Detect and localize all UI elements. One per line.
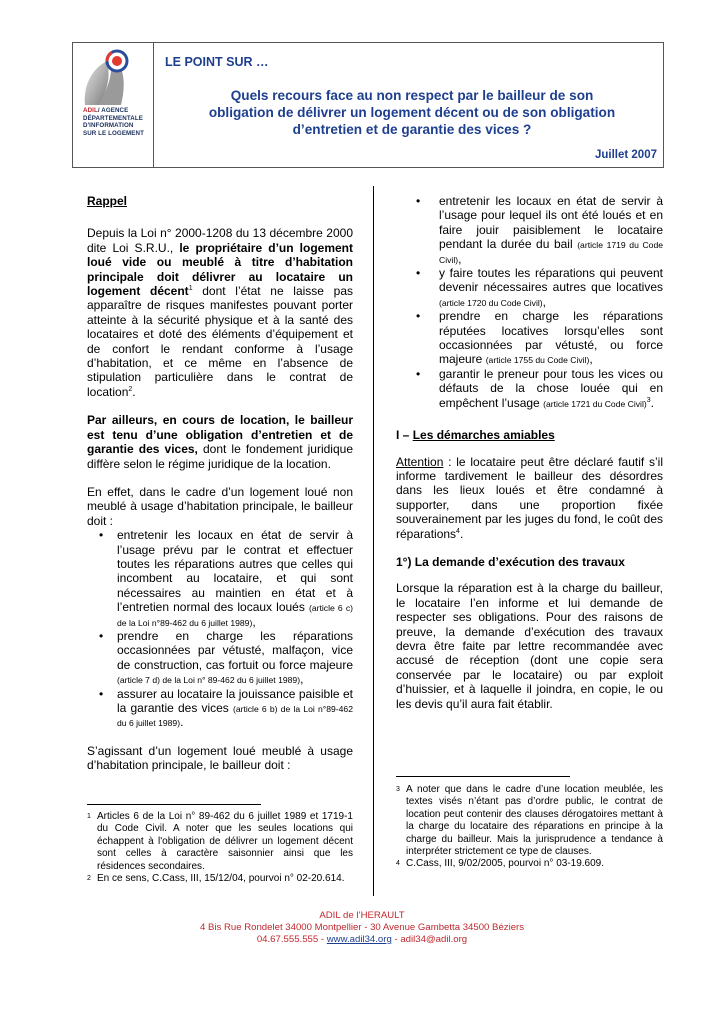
page-footer [0, 910, 724, 946]
text: assurer au locataire la jouissance paisible et la garantie des vices [117, 686, 353, 715]
text: , [252, 614, 256, 629]
paragraph: Lorsque la réparation est à la charge du bailleur, le locataire l’en informe et lui demande de respecter ses obligations. Pour des raisons de preuve, la demande d’exécution des travaux devra être faite par lettre recommandée avec accusé de réception (dont une copie sera conservée par le locataire) ou par exploit d’huissier, et à laquelle il joindra, en copie, le ou les devis qu’il aura fait établir. [396, 581, 663, 711]
bullet-icon: • [416, 366, 421, 381]
footnote [87, 811, 353, 873]
logo-line: / AGENCE [97, 107, 129, 114]
bold-text: Par ailleurs, en cours de location, le bailleur est tenu d’une obligation d’entretien et de garantie des vices, [87, 413, 353, 457]
footnote [396, 784, 663, 858]
document-date: Juillet 2007 [594, 149, 657, 161]
bullet-icon: • [99, 686, 104, 701]
reference: (article 6 c) de la Loi n°89-462 du 6 juillet 1989) [117, 603, 354, 628]
list-item [87, 687, 353, 730]
website-link[interactable]: www.adil34.org [326, 934, 392, 945]
section-heading-demarches [396, 428, 663, 442]
section-number: I – [396, 428, 413, 443]
text: dont le fondement juridique diffère selon le régime juridique de la location. [87, 442, 353, 471]
text: y faire toutes les réparations qui peuvent devenir nécessaires autres que locatives [439, 266, 663, 295]
title-line: Quels recours face au non respect par le bailleur de son [230, 88, 594, 103]
footnote-ref[interactable]: 1 [188, 285, 193, 293]
text: , [542, 294, 546, 309]
document-header [72, 42, 664, 168]
text: prendre en charge les réparations réputées locatives lorsqu’elles sont occasionnées par vétusté, ou force majeure [439, 309, 663, 367]
footnote-number: 1 [87, 813, 91, 820]
text: entretenir les locaux en état de servir à l’usage pour lequel ils ont été loués et en faire jouir paisiblement le locataire pendant la durée du bail [439, 194, 663, 252]
footnote-text: En ce sens, C.Cass, III, 15/12/04, pourvoi n° 02-20.614. [97, 873, 345, 885]
bullet-icon: • [416, 309, 421, 324]
paragraph [87, 226, 353, 399]
bold-text: le propriétaire d’un logement loué vide ou meublé à titre d’habitation principale doit délivrer au locataire un logement décent [87, 240, 353, 299]
footer-email[interactable]: - adil34@adil.org [391, 934, 468, 945]
footnote-text: Articles 6 de la Loi n° 89-462 du 6 juillet 1989 et 1719-1 du Code Civil. A noter que les seules locations qui échappent à l'obligation de délivrer un logement décent sont celles à caractère saisonnier ainsi que les résidences secondaires. [97, 811, 353, 872]
text: . [180, 715, 184, 730]
reference: (article 1720 du Code Civil) [439, 297, 543, 308]
logo-line: DÉPARTEMENTALE [83, 114, 143, 122]
list-item [396, 309, 663, 367]
reference: (article 1721 du Code Civil) [543, 398, 647, 409]
footnotes-right [396, 784, 663, 871]
list-item [396, 367, 663, 410]
footnote-ref[interactable]: 4 [456, 527, 460, 535]
footnote-number: 3 [396, 786, 400, 793]
list-item [87, 629, 353, 687]
reference: (article 1755 du Code Civil) [485, 355, 590, 366]
list-item [87, 528, 353, 629]
footnote-ref[interactable]: 3 [646, 396, 651, 404]
footer-org: ADIL de l’HERAULT [319, 910, 405, 921]
logo-line: SUR LE LOGEMENT [83, 129, 144, 137]
text: garantir le preneur pour tous les vices ou défauts de la chose louée qui en empêchent l’usage [439, 366, 663, 410]
footer-contact [0, 934, 724, 946]
footer-address: 4 Bis Rue Rondelet 34000 Montpellier - 30 Avenue Gambetta 34500 Béziers [199, 922, 525, 933]
obligations-list-meuble [396, 194, 663, 410]
footer-phone: 04.67.555.555 - [256, 934, 327, 945]
title-line: d’entretien et de garantie des vices ? [292, 122, 532, 137]
logo-brand: ADIL [83, 107, 98, 114]
title-line: obligation de délivrer un logement décent ou de son obligation [208, 105, 616, 120]
logo-text [83, 107, 151, 137]
text: . [132, 384, 136, 399]
adil-logo [73, 43, 154, 167]
text: prendre en charge les réparations occasionnées par vétusté, malfaçon, vice de construction, cas fortuit ou force majeure [117, 628, 353, 672]
bullet-icon: • [99, 628, 104, 643]
logo-graphic-icon [77, 47, 149, 107]
obligations-list [87, 528, 353, 730]
reference: (article 6 b) de la Loi n°89-462 du 6 juillet 1989) [117, 704, 353, 729]
text: , [300, 672, 304, 687]
reference: (article 1719 du Code Civil) [439, 240, 664, 265]
text: : le locataire peut être déclaré fautif s’il informe tardivement le bailleur des désordres dans les lieux loués et être condamné à supporter, dans une proportion fixée souverainement par les juges du fond, le coût des réparations [396, 454, 663, 541]
text: , [458, 251, 462, 266]
footnotes-left [87, 811, 353, 885]
text: dont l’état ne laisse pas apparaître de risques manifestes pouvant porter atteinte à la sécurité physique et à la santé des locataires et doté des éléments d’équipement et de confort le rendant conforme à l’usage d’habitation, et ce même en l’absence de stipulation particulière dans le contrat de location [87, 284, 353, 399]
attention-label: Attention [396, 454, 444, 469]
paragraph: En effet, dans le cadre d’un logement loué non meublé à usage d’habitation principale, le bailleur doit : [87, 484, 353, 528]
list-item [396, 266, 663, 309]
left-column [87, 194, 353, 787]
page-title [165, 87, 659, 138]
paragraph [87, 413, 353, 471]
reference: (article 7 d) de la Loi n° 89-462 du 6 juillet 1989) [117, 675, 301, 686]
subsection-heading: 1°) La demande d’exécution des travaux [396, 554, 625, 569]
footnote-text: C.Cass, III, 9/02/2005, pourvoi n° 03-19.609. [406, 858, 605, 870]
footnote-rule [87, 804, 261, 805]
footnote-rule [396, 776, 570, 777]
right-column [396, 194, 663, 725]
bullet-icon: • [99, 528, 104, 543]
footnote-number: 4 [396, 860, 400, 868]
text: Depuis la Loi n° 2000-1208 du 13 décembre 2000 dite Loi S.R.U., [87, 226, 353, 255]
list-item [396, 194, 663, 266]
text: , [589, 352, 593, 367]
bullet-icon: • [416, 194, 421, 208]
logo-line: D'INFORMATION [83, 122, 134, 130]
footnote [87, 873, 353, 885]
footnote [396, 858, 663, 870]
bullet-icon: • [416, 266, 421, 281]
text: . [650, 395, 654, 410]
section-title: Les démarches amiables [412, 428, 555, 443]
footnote-text: A noter que dans le cadre d’une location meublée, les textes visés n’étant pas d’ordre public, le contrat de location peut contenir des clauses dérogatoires mettant à la charge du locataire des réparations en principe à la charge du bailleur. Mais la jurisprudence a tendance à interpréter strictement ce type de clauses. [406, 784, 663, 858]
column-divider [373, 186, 374, 896]
paragraph: S’agissant d’un logement loué meublé à usage d’habitation principale, le bailleur doit : [87, 743, 353, 773]
footnote-number: 2 [87, 875, 91, 883]
text: . [459, 526, 464, 541]
section-heading-rappel: Rappel [87, 194, 128, 208]
footnote-ref[interactable]: 2 [128, 385, 133, 393]
kicker: LE POINT SUR … [165, 55, 269, 69]
text: entretenir les locaux en état de servir à l’usage prévu par le contrat et effectuer toutes les réparations autres que celles qui incombent au locataire, et qui sont nécessaires au maintien en état et à l’entretien normal des locaux loués [117, 528, 353, 615]
attention-paragraph [396, 455, 663, 541]
